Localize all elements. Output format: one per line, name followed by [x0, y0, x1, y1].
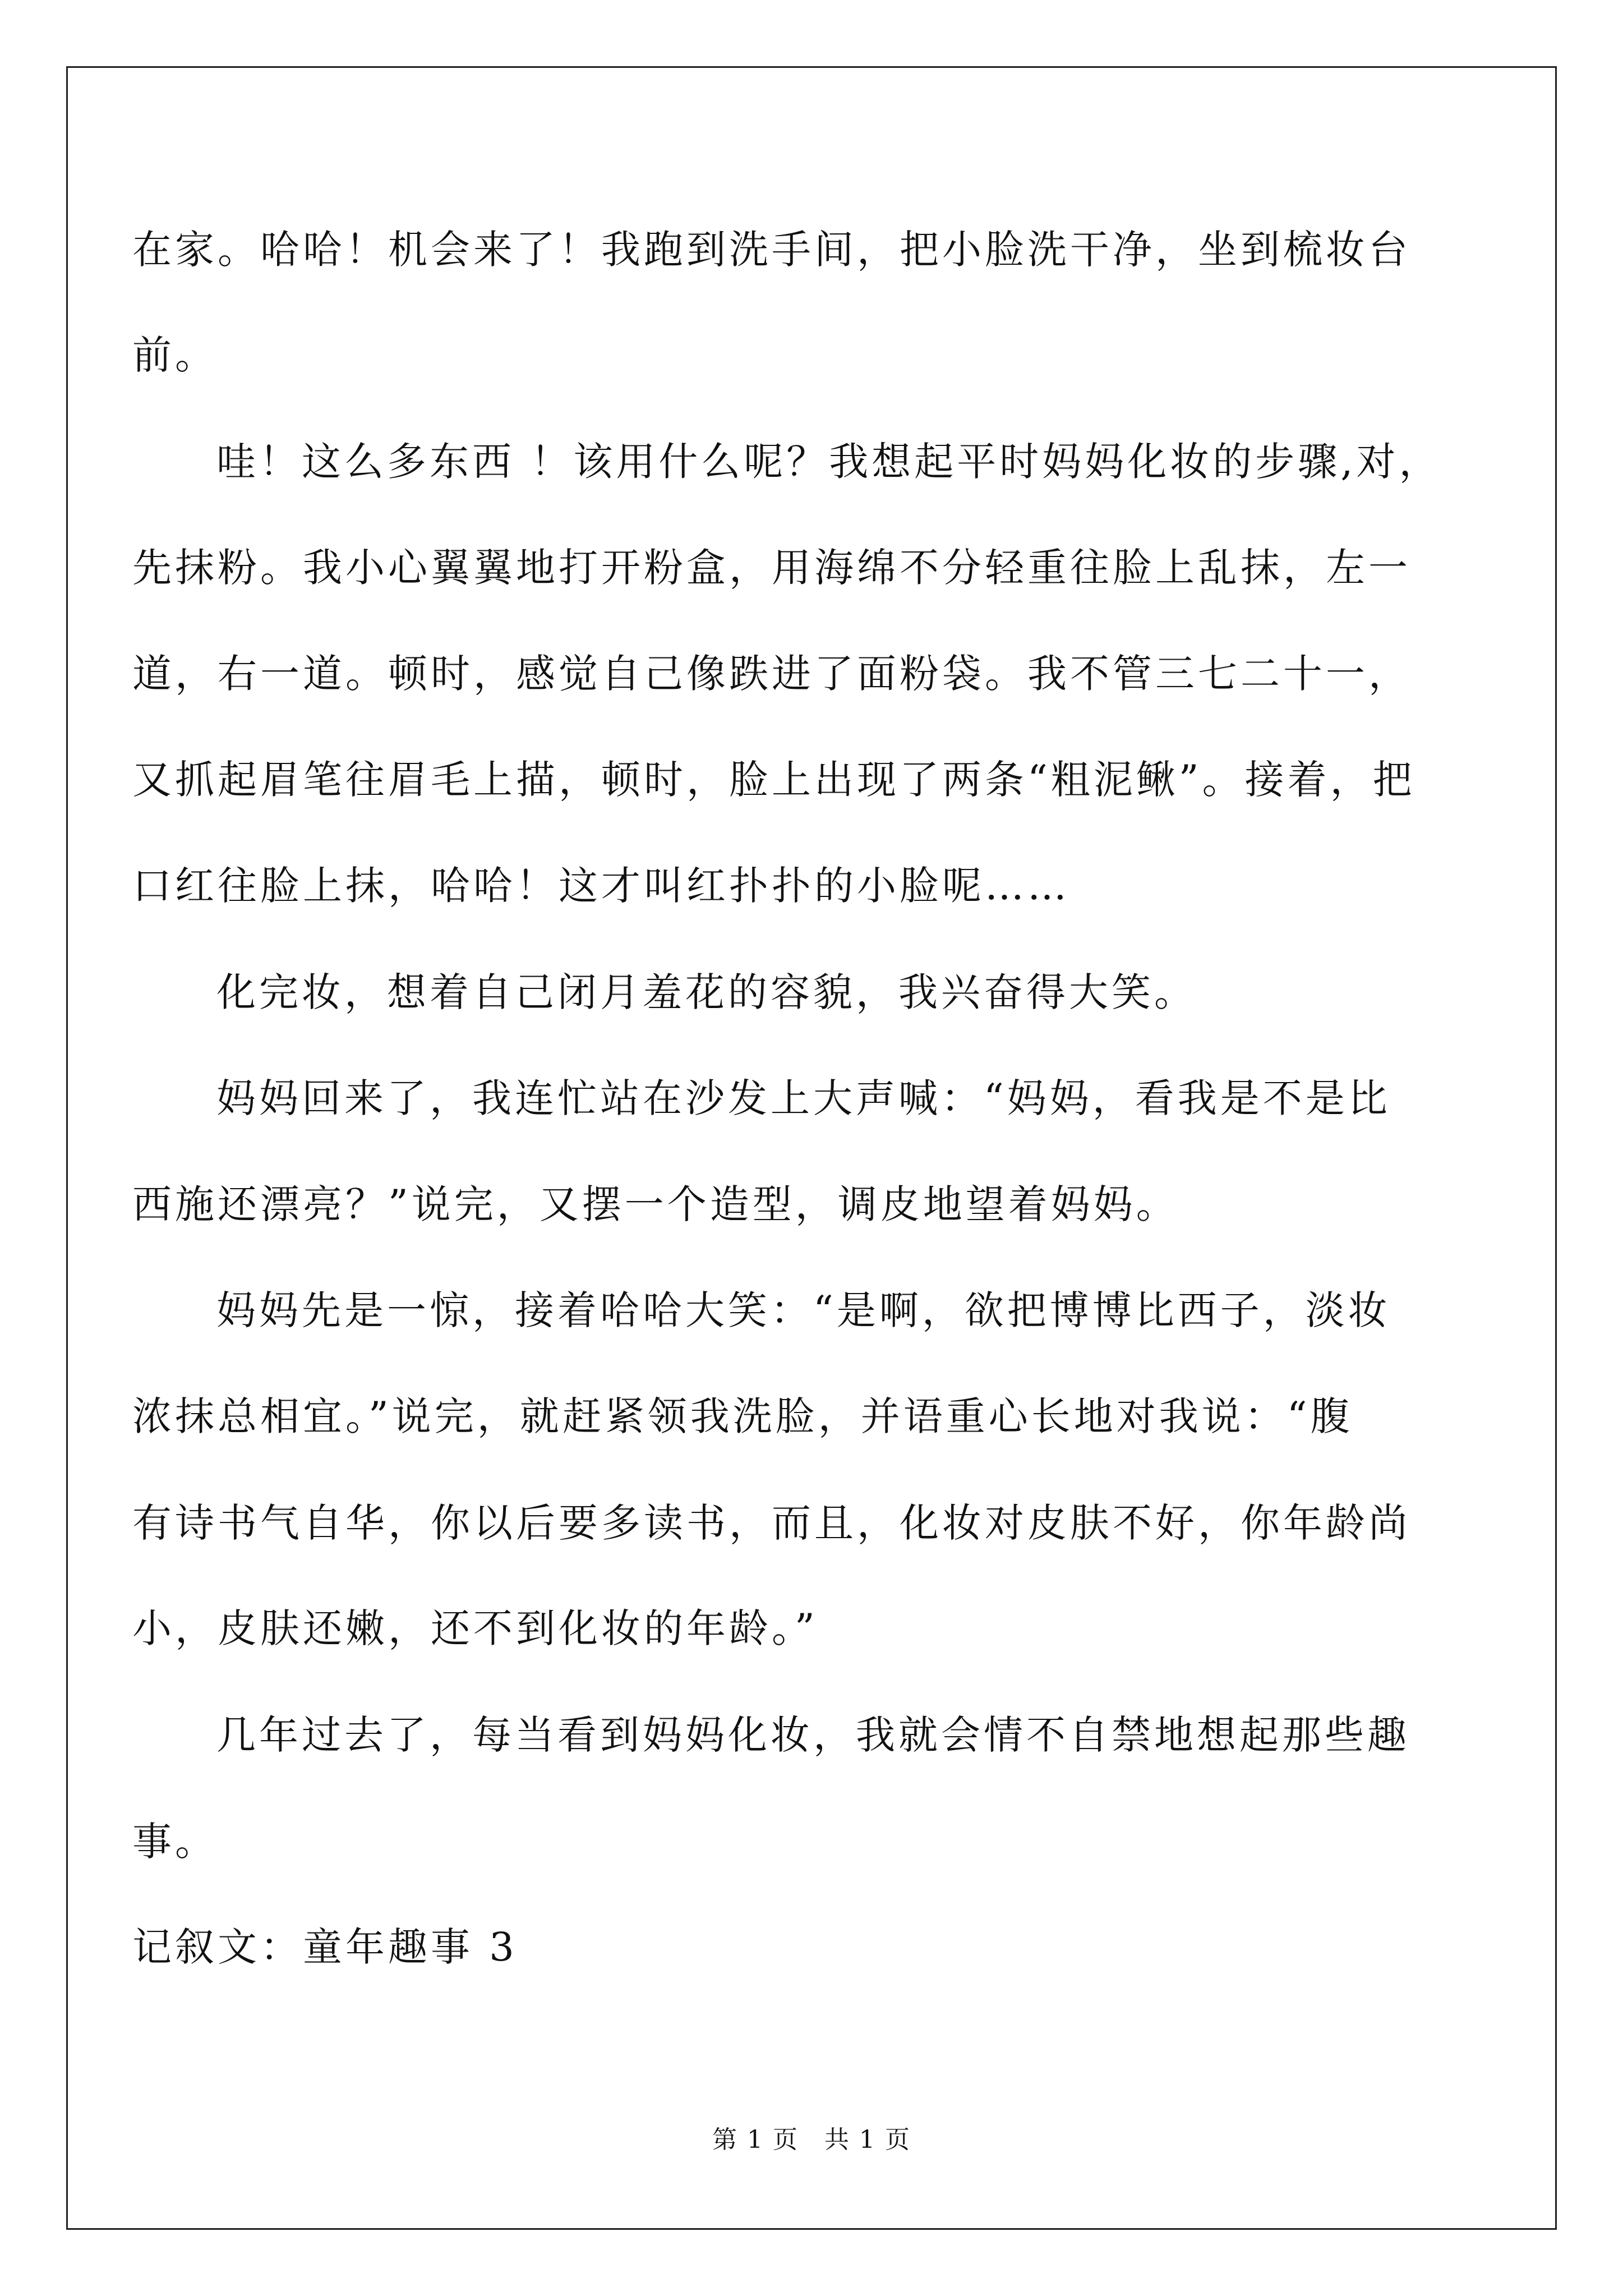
paragraph-start-line: 哇！这么多东西 ！该用什么呢？我想起平时妈妈化妆的步骤,对， [216, 439, 1442, 485]
text-line: 浓抹总相宜。”说完，就赶紧领我洗脸，并语重心长地对我说：“腹 [132, 1393, 1353, 1439]
text-line: 小，皮肤还嫩，还不到化妆的年龄。” [132, 1605, 818, 1651]
text-line: 有诗书气自华，你以后要多读书，而且，化妆对皮肤不好，你年龄尚 [132, 1500, 1411, 1546]
page-border [66, 66, 1557, 2230]
text-line: 前。 [132, 332, 218, 378]
text-line: 事。 [132, 1819, 218, 1865]
paragraph-start-line: 妈妈回来了，我连忙站在沙发上大声喊：“妈妈，看我是不是比 [216, 1075, 1391, 1121]
page-number-footer: 第 1 页 共 1 页 [712, 2125, 911, 2154]
paragraph-start-line: 妈妈先是一惊，接着哈哈大笑：“是啊，欲把博博比西子，淡妆 [216, 1287, 1391, 1333]
text-line: 又抓起眉笔往眉毛上描，顿时，脸上出现了两条“粗泥鳅”。接着，把 [132, 757, 1415, 803]
text-line: 先抹粉。我小心翼翼地打开粉盒，用海绵不分轻重往脸上乱抹，左一 [132, 545, 1411, 591]
section-heading: 记叙文：童年趣事 3 [132, 1924, 518, 1970]
text-line: 在家。哈哈！机会来了！我跑到洗手间，把小脸洗干净，坐到梳妆台 [132, 227, 1411, 273]
text-line: 西施还漂亮？”说完，又摆一个造型，调皮地望着妈妈。 [132, 1181, 1179, 1227]
text-line: 道，右一道。顿时，感觉自己像跌进了面粉袋。我不管三七二十一， [132, 651, 1411, 697]
text-line: 口红往脸上抹，哈哈！这才叫红扑扑的小脸呢…… [132, 863, 1070, 909]
paragraph-start-line: 几年过去了，每当看到妈妈化妆，我就会情不自禁地想起那些趣 [216, 1712, 1410, 1758]
paragraph-start-line: 化完妆，想着自己闭月羞花的容貌，我兴奋得大笑。 [216, 969, 1197, 1015]
